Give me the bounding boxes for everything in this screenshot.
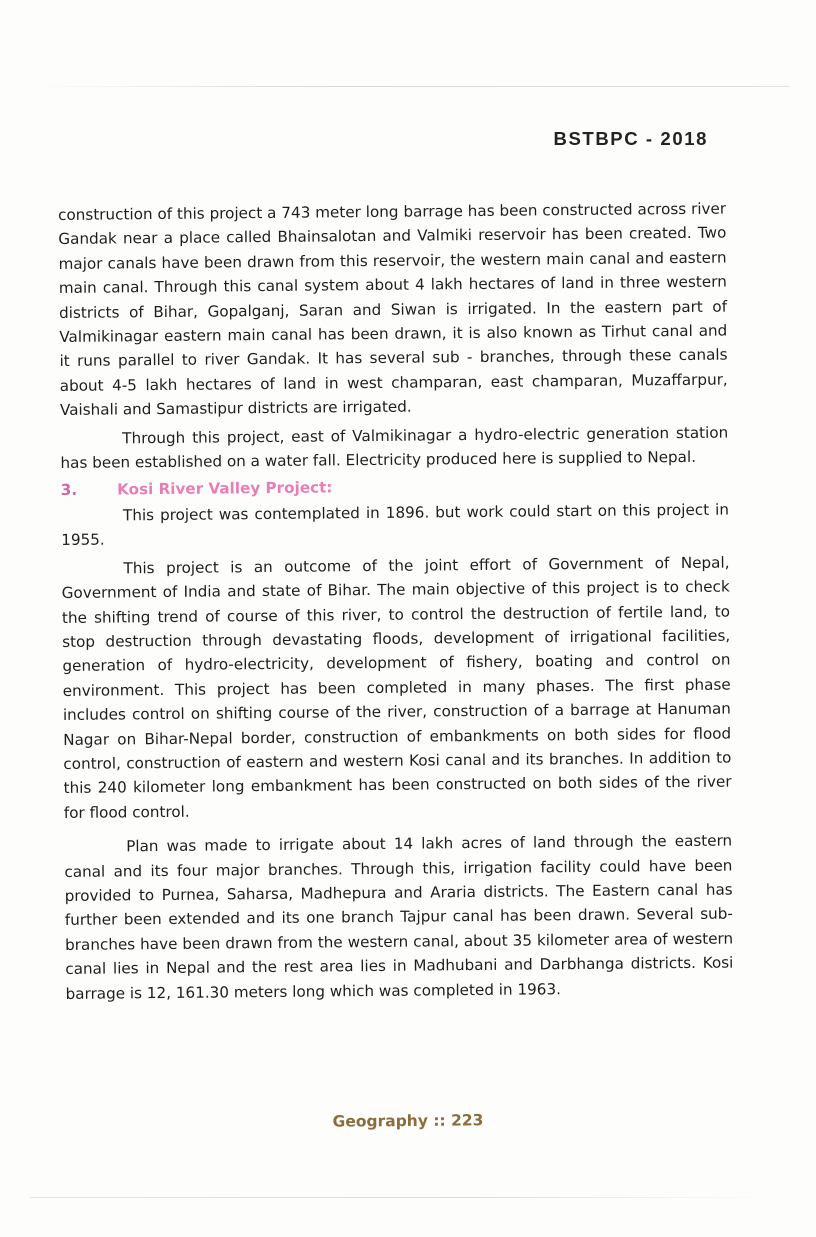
bottom-divider xyxy=(30,1197,770,1198)
paragraph: Plan was made to irrigate about 14 lakh acres of land through the eastern canal and its four major branches. Through this, irrigation facility could have been provided to Purnea, Saharsa, Madhepura and Araria districts. The Eastern canal has further been extended and its one branch Tajpur canal has been drawn. Several sub-branches have been drawn from the western canal, about 35 kilometer area of western canal lies in Nepal and the rest area lies in Madhubani and Darbhanga districts. Kosi barrage is 12, 161.30 meters long which was completed in 1963. xyxy=(64,831,734,1003)
body-text xyxy=(58,197,734,1006)
paragraph: Through this project, east of Valmikinagar a hydro-electric generation station has been established on a water fall. Electricity produced here is supplied to Nepal. xyxy=(60,423,729,473)
section-title: Kosi River Valley Project: xyxy=(117,478,333,499)
page-footer: Geography :: 223 xyxy=(332,1111,484,1131)
section-number: 3. xyxy=(60,481,78,500)
paragraph: construction of this project a 743 meter long barrage has been constructed across river Gandak near a place called Bhainsalotan and Valmiki reservoir has been created. Two major canals have been drawn from this reservoir, the western main canal and eastern main canal. Through this canal system about 4 lakh hectares of land in three western districts of Bihar, Gopalganj, Saran and Siwan is irrigated. In the eastern part of Valmikinagar eastern main canal has been drawn, it is also known as Tirhut canal and it runs parallel to river Gandak. It has several sub - branches, through these canals about 4-5 lakh hectares of land in west champaran, east champaran, Muzaffarpur, Vaishali and Samastipur districts are irrigated. xyxy=(58,199,728,420)
paragraph: This project is an outcome of the joint effort of Government of Nepal, Government of India and state of Bihar. The main objective of this project is to check the shifting trend of course of this river, to control the destruction of fertile land, to stop destruction through devastating floods, development of irrigational facilities, generation of hydro-electricity, development of fishery, boating and control on environment. This project has been completed in many phases. The first phase includes control on shifting course of the river, construction of a barrage at Hanuman Nagar on Bihar-Nepal border, construction of embankments on both sides for flood control, construction of eastern and western Kosi canal and its branches. In addition to this 240 kilometer long embankment has been constructed on both sides of the river for flood control. xyxy=(61,553,732,822)
header-code: BSTBPC - 2018 xyxy=(553,128,708,149)
paragraph: This project was contemplated in 1896. but work could start on this project in 1955. xyxy=(61,500,730,550)
top-divider xyxy=(30,86,790,87)
